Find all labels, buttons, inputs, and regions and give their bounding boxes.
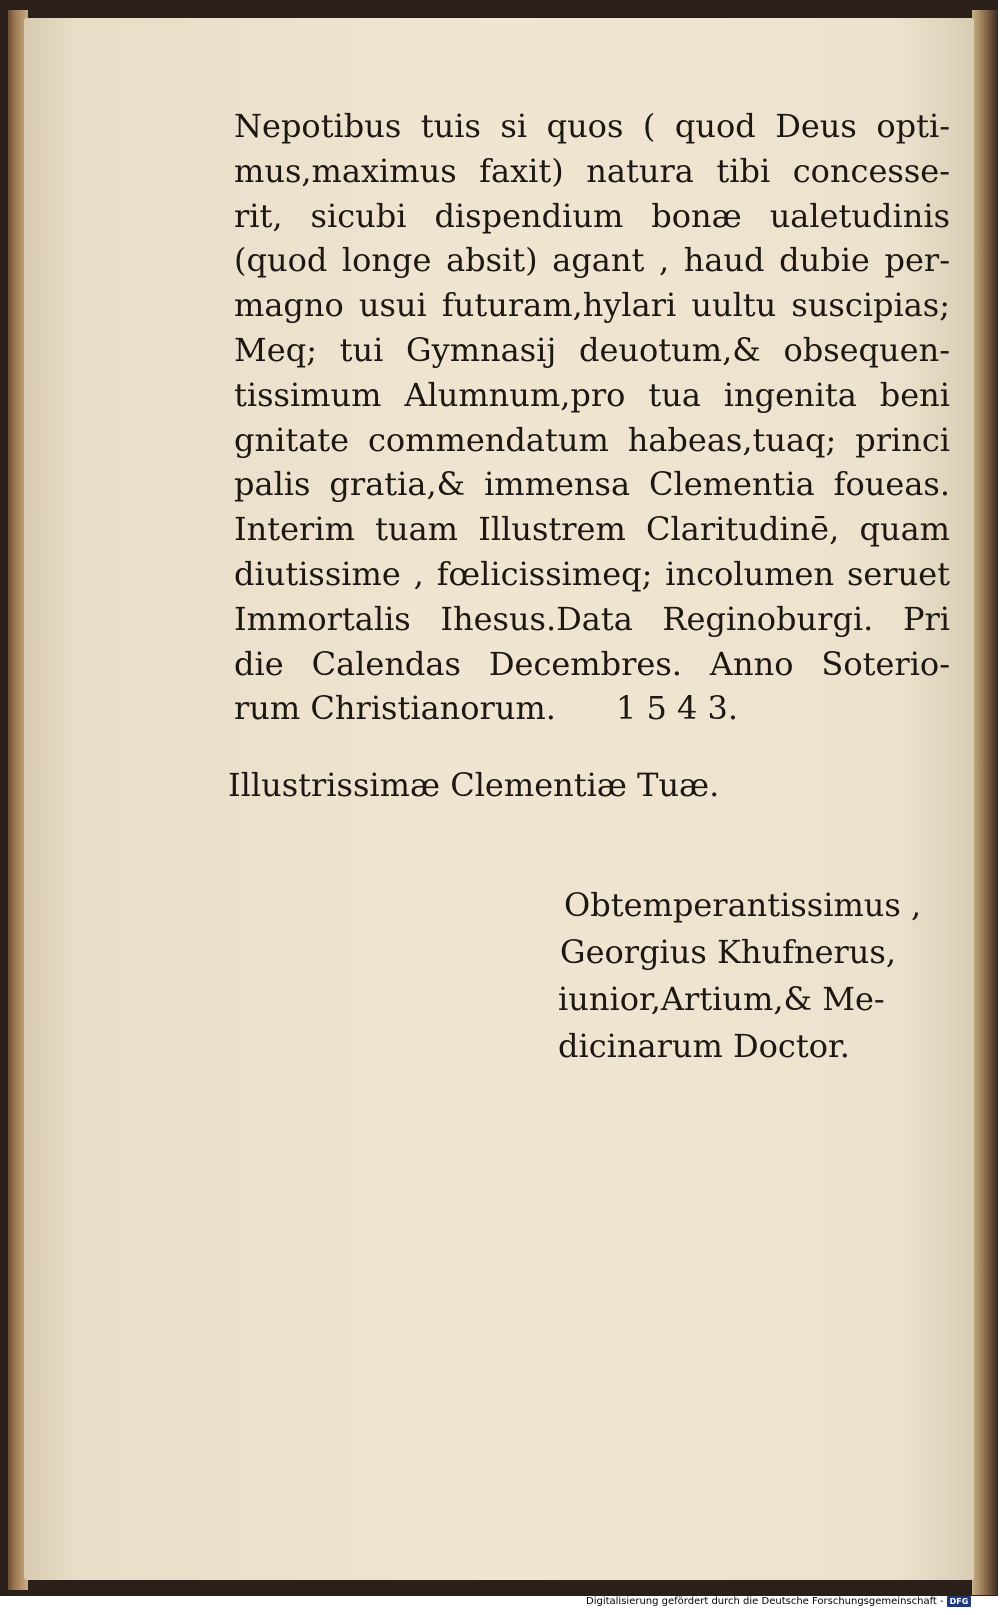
- text-line: mus,maximus faxit) natura tibi concesse-: [234, 151, 950, 190]
- page-edge-right: [972, 10, 998, 1595]
- closing-text: rum Christianorum.: [234, 689, 556, 728]
- year: 1 5 4 3.: [615, 689, 739, 728]
- closing-line: [234, 686, 950, 731]
- text-line: (quod longe absit) agant , haud dubie per-: [234, 241, 950, 280]
- text-line: gnitate commendatum habeas,tuaq; princi: [234, 420, 950, 459]
- signature-line: Obtemperantissimus ,: [564, 886, 922, 924]
- digitization-footer: [586, 1596, 971, 1607]
- signature-line: dicinarum Doctor.: [558, 1027, 850, 1065]
- text-line: tissimum Alumnum,pro tua ingenita beni: [234, 375, 950, 414]
- dedication-text: [234, 104, 950, 731]
- text-line: Immortalis Ihesus.Data Reginoburgi. Pri: [234, 599, 950, 638]
- text-line: magno usui futuram,hylari uultu suscipias;: [234, 286, 950, 325]
- text-line: palis gratia,& immensa Clementia foueas.: [234, 465, 950, 504]
- salutation: Illustrissimæ Clementiæ Tuæ.: [228, 766, 720, 804]
- signature-block: [558, 882, 950, 1070]
- footer-text: Digitalisierung gefördert durch die Deutsche Forschungsgemeinschaft -: [586, 1596, 944, 1607]
- signature-line: iunior,Artium,& Me-: [558, 980, 885, 1018]
- text-line: die Calendas Decembres. Anno Soterio-: [234, 644, 950, 683]
- text-line: Meq; tui Gymnasij deuotum,& obsequen-: [234, 330, 950, 369]
- signature-line: Georgius Khufnerus,: [560, 933, 896, 971]
- text-line: diutissime , fœlicissimeq; incolumen seruet: [234, 554, 950, 593]
- dfg-logo: DFG: [947, 1596, 972, 1607]
- text-line: rit, sicubi dispendium bonæ ualetudinis: [234, 196, 950, 235]
- text-line: Interim tuam Illustrem Claritudinē, quam: [234, 510, 950, 549]
- text-line: Nepotibus tuis si quos ( quod Deus opti-: [234, 107, 950, 145]
